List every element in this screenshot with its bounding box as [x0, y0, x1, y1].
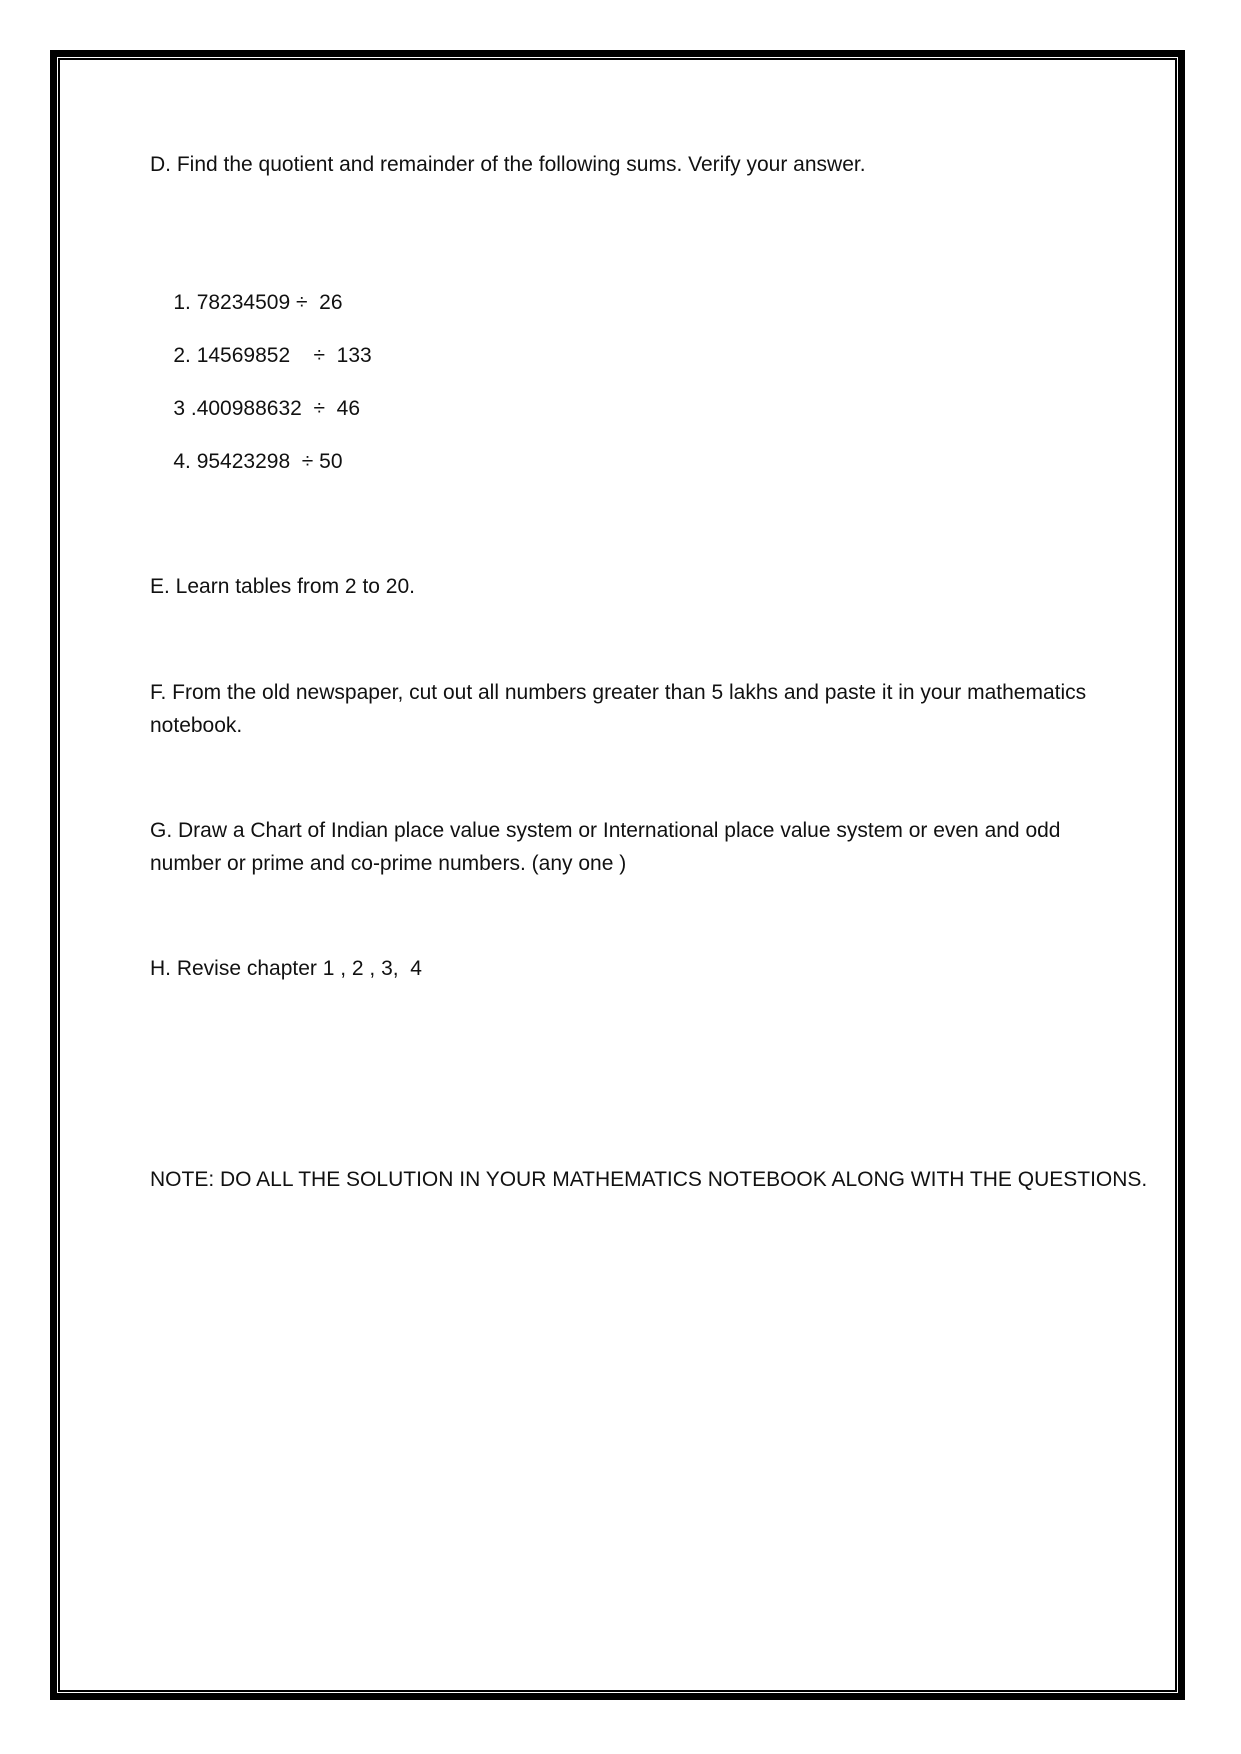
item-number: 1. [173, 291, 197, 314]
section-e-text: E. Learn tables from 2 to 20. [150, 575, 415, 598]
division-expression: 400988632 ÷ 46 [196, 397, 361, 420]
item-number: 2. [173, 344, 197, 367]
division-expression: 78234509 ÷ 26 [196, 291, 343, 314]
section-g-text: G. Draw a Chart of Indian place value system or International place value system or even and odd number or prime and co-prime numbers. (any one ) [150, 819, 1061, 875]
division-expression: 95423298 ÷ 50 [196, 450, 343, 473]
section-f-text: F. From the old newspaper, cut out all numbers greater than 5 lakhs and paste it in your mathematics notebook. [150, 681, 1087, 737]
division-expression: 14569852 ÷ 133 [196, 344, 372, 367]
item-number: 4. [173, 450, 197, 473]
section-d-heading: D. Find the quotient and remainder of the following sums. Verify your answer. [150, 153, 866, 176]
item-number: 3 . [173, 397, 197, 420]
section-h-text: H. Revise chapter 1 , 2 , 3, 4 [150, 957, 422, 980]
note-text: NOTE: DO ALL THE SOLUTION IN YOUR MATHEMATICS NOTEBOOK ALONG WITH THE QUESTIONS. [150, 1168, 1148, 1191]
division-item-4 [150, 412, 343, 511]
